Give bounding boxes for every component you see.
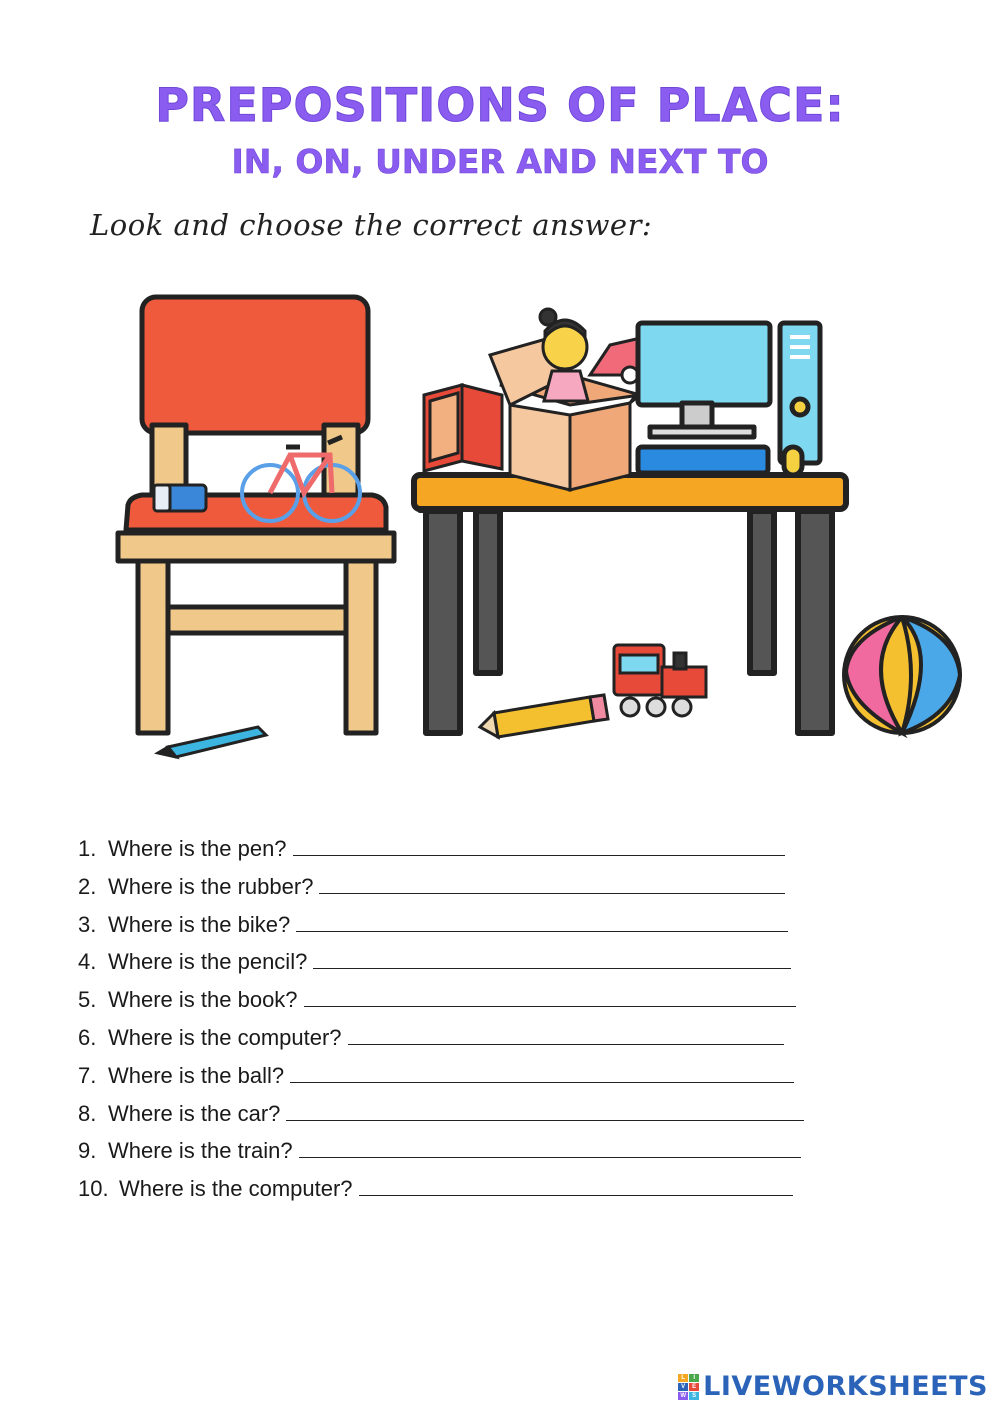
liveworksheets-logo	[678, 1371, 988, 1402]
question-item	[78, 1057, 858, 1095]
worksheet-subtitle: IN, ON, UNDER AND NEXT TO	[231, 142, 769, 181]
ball-illustration	[844, 617, 960, 733]
question-item	[78, 1132, 858, 1170]
question-number: 5.	[78, 987, 97, 1013]
question-text: Where is the book?	[108, 987, 298, 1013]
logo-letter: E	[689, 1383, 699, 1391]
question-item	[78, 868, 858, 906]
answer-blank[interactable]	[299, 1135, 801, 1158]
book-illustration	[424, 385, 502, 471]
question-text: Where is the pen?	[108, 836, 287, 861]
logo-letter: V	[678, 1383, 688, 1391]
logo-letter: S	[689, 1392, 699, 1400]
question-number: 4.	[78, 949, 97, 975]
question-number: 2.	[78, 873, 97, 899]
question-number: 8.	[78, 1100, 97, 1126]
question-item	[78, 1019, 858, 1057]
question-text: Where is the computer?	[119, 1176, 353, 1202]
question-number: 6.	[78, 1024, 97, 1050]
question-text: Where is the computer?	[108, 1024, 342, 1050]
answer-blank[interactable]	[348, 1022, 784, 1045]
pen-illustration	[158, 727, 266, 757]
answer-blank[interactable]	[359, 1173, 793, 1196]
rubber-illustration	[154, 485, 206, 511]
answer-blank[interactable]	[319, 871, 785, 894]
answer-blank[interactable]	[286, 1098, 804, 1121]
train-illustration	[614, 645, 706, 716]
brand-name: LIVEWORKSHEETS	[703, 1371, 988, 1402]
question-number: 1.	[78, 836, 97, 861]
question-text: Where is the rubber?	[108, 873, 314, 899]
illustration-scene	[90, 275, 990, 775]
logo-icon	[678, 1374, 699, 1400]
question-text: Where is the ball?	[108, 1062, 285, 1088]
worksheet-title: PREPOSITIONS OF PLACE:	[155, 78, 845, 132]
question-item	[78, 906, 858, 944]
question-item	[78, 1170, 858, 1208]
question-item	[78, 830, 858, 868]
question-text: Where is the car?	[108, 1100, 281, 1126]
question-item	[78, 981, 858, 1019]
question-text: Where is the train?	[108, 1138, 293, 1164]
question-text: Where is the pencil?	[108, 949, 308, 975]
logo-letter: W	[678, 1392, 688, 1400]
question-number: 10.	[78, 1176, 109, 1202]
computer-illustration	[638, 323, 820, 475]
answer-blank[interactable]	[293, 833, 785, 856]
answer-blank[interactable]	[296, 909, 788, 932]
answer-blank[interactable]	[313, 946, 791, 969]
question-text: Where is the bike?	[108, 911, 291, 937]
instruction-text: Look and choose the correct answer:	[90, 208, 653, 242]
logo-letter: I	[689, 1374, 699, 1382]
question-list	[78, 830, 858, 1208]
question-number: 7.	[78, 1062, 97, 1088]
question-number: 9.	[78, 1138, 97, 1164]
question-number: 3.	[78, 911, 97, 937]
answer-blank[interactable]	[304, 984, 796, 1007]
question-item	[78, 1095, 858, 1133]
pencil-illustration	[480, 695, 608, 737]
logo-letter: L	[678, 1374, 688, 1382]
doll-illustration	[540, 309, 588, 401]
answer-blank[interactable]	[290, 1060, 794, 1083]
question-item	[78, 943, 858, 981]
